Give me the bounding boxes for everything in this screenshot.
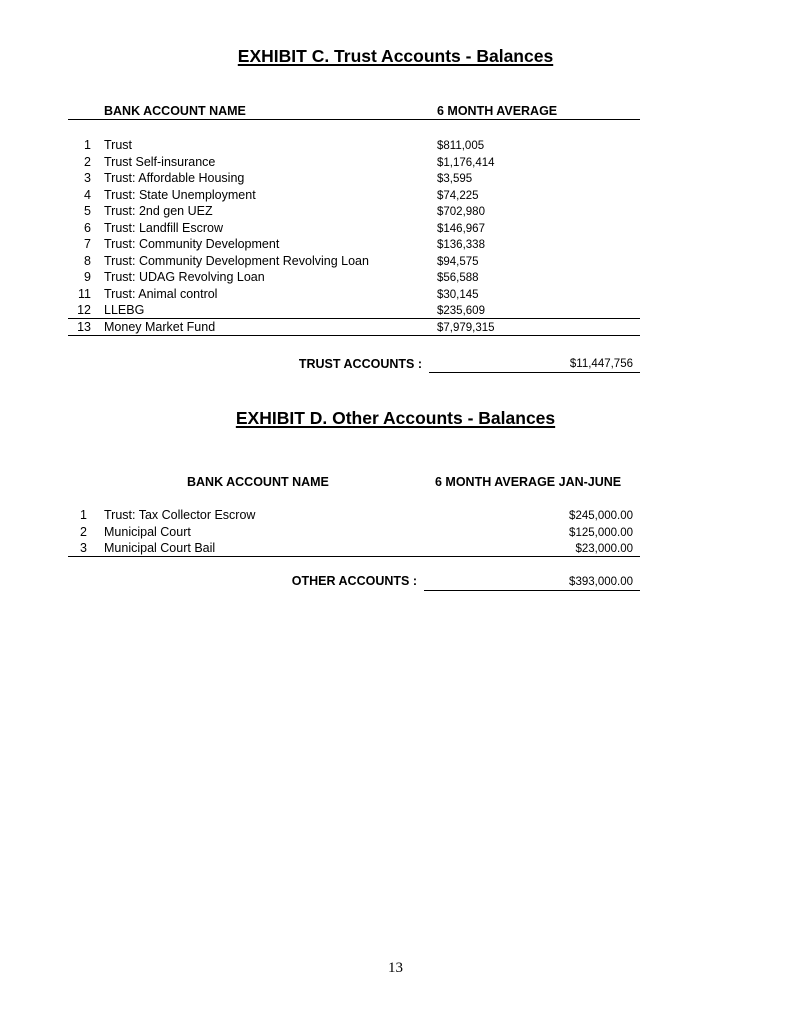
exhibit-c-row-amount: $56,588: [437, 272, 479, 284]
exhibit-c-row-amount: $146,967: [437, 222, 485, 235]
exhibit-c-row-number: 1: [84, 138, 91, 152]
exhibit-c-row-number: 8: [84, 253, 91, 268]
exhibit-c-row-amount: $74,225: [437, 189, 479, 202]
exhibit-c-row-amount: $811,005: [437, 140, 485, 152]
exhibit-d-row-name: Municipal Court Bail: [104, 541, 216, 555]
exhibit-c-row-number: 5: [84, 204, 91, 218]
exhibit-c-row-number: 2: [84, 154, 91, 169]
exhibit-c-row-name: Trust: State Unemployment: [104, 187, 256, 202]
exhibit-d-row-amount: $23,000.00: [575, 543, 633, 555]
exhibit-c-row-amount: $1,176,414: [437, 156, 495, 169]
exhibit-d-row-amount: $245,000.00: [569, 510, 633, 522]
exhibit-c-col-name-header: BANK ACCOUNT NAME: [104, 104, 246, 118]
exhibit-c-row-number: 12: [77, 303, 91, 317]
exhibit-c-rule-above-last: [68, 318, 640, 319]
exhibit-c-header-rule: [68, 119, 640, 120]
exhibit-c-row-amount: $136,338: [437, 239, 485, 251]
exhibit-d-col-name-header: BANK ACCOUNT NAME: [187, 475, 329, 489]
exhibit-c-row-number: 11: [78, 286, 91, 301]
exhibit-c-row-number: 3: [84, 171, 91, 185]
exhibit-c-row-number: 6: [84, 220, 91, 235]
exhibit-d-row-amount: $125,000.00: [569, 526, 633, 539]
exhibit-c-row-amount: $30,145: [437, 288, 479, 301]
exhibit-d-row-number: 3: [80, 541, 87, 555]
exhibit-c-title: EXHIBIT C. Trust Accounts - Balances: [237, 46, 554, 66]
exhibit-d-row-name: Trust: Tax Collector Escrow: [104, 508, 256, 522]
other-accounts-total-rule: [424, 590, 640, 591]
exhibit-c-row-name: Trust: Affordable Housing: [104, 171, 245, 185]
exhibit-c-row-amount: $7,979,315: [437, 321, 495, 334]
exhibit-c-row-name: Trust: Community Development Revolving Loan: [104, 253, 369, 268]
exhibit-c-row-name: Trust Self-insurance: [104, 154, 216, 169]
exhibit-c-row-name: Trust: 2nd gen UEZ: [104, 204, 213, 218]
exhibit-c-row-number: 9: [84, 270, 91, 284]
exhibit-c-row-amount: $702,980: [437, 206, 485, 218]
exhibit-d-title: EXHIBIT D. Other Accounts - Balances: [235, 408, 556, 428]
page-number: 13: [388, 960, 403, 976]
exhibit-c-row-name: Trust: Landfill Escrow: [104, 220, 224, 235]
exhibit-c-row-name: Money Market Fund: [104, 319, 216, 334]
exhibit-c-row-number: 7: [84, 237, 91, 251]
exhibit-d-row-name: Municipal Court: [104, 524, 191, 539]
exhibit-c-row-name: Trust: Animal control: [104, 286, 218, 301]
other-accounts-total-value: $393,000.00: [569, 576, 633, 588]
exhibit-d-rule-bottom: [68, 556, 640, 557]
trust-accounts-total-label: TRUST ACCOUNTS :: [298, 357, 422, 371]
exhibit-c-col-avg-header: 6 MONTH AVERAGE: [437, 104, 558, 118]
trust-accounts-total-value: $11,447,756: [569, 358, 633, 370]
exhibit-c-row-number: 4: [84, 187, 91, 202]
exhibit-c-row-name: Trust: [104, 138, 133, 152]
trust-accounts-total-rule: [429, 372, 640, 373]
exhibit-c-row-name: LLEBG: [104, 303, 145, 317]
exhibit-c-rule-bottom: [68, 335, 640, 336]
exhibit-d-col-avg-header: 6 MONTH AVERAGE JAN-JUNE: [435, 475, 622, 489]
other-accounts-total-label: OTHER ACCOUNTS :: [291, 574, 417, 588]
exhibit-c-row-amount: $94,575: [437, 255, 479, 268]
exhibit-c-row-amount: $3,595: [437, 173, 473, 185]
exhibit-d-row-number: 2: [80, 524, 87, 539]
exhibit-d-row-number: 1: [80, 508, 87, 522]
exhibit-c-row-number: 13: [77, 319, 91, 334]
exhibit-c-row-name: Trust: Community Development: [104, 237, 280, 251]
exhibit-c-row-amount: $235,609: [437, 305, 485, 317]
exhibit-c-row-name: Trust: UDAG Revolving Loan: [104, 270, 265, 284]
